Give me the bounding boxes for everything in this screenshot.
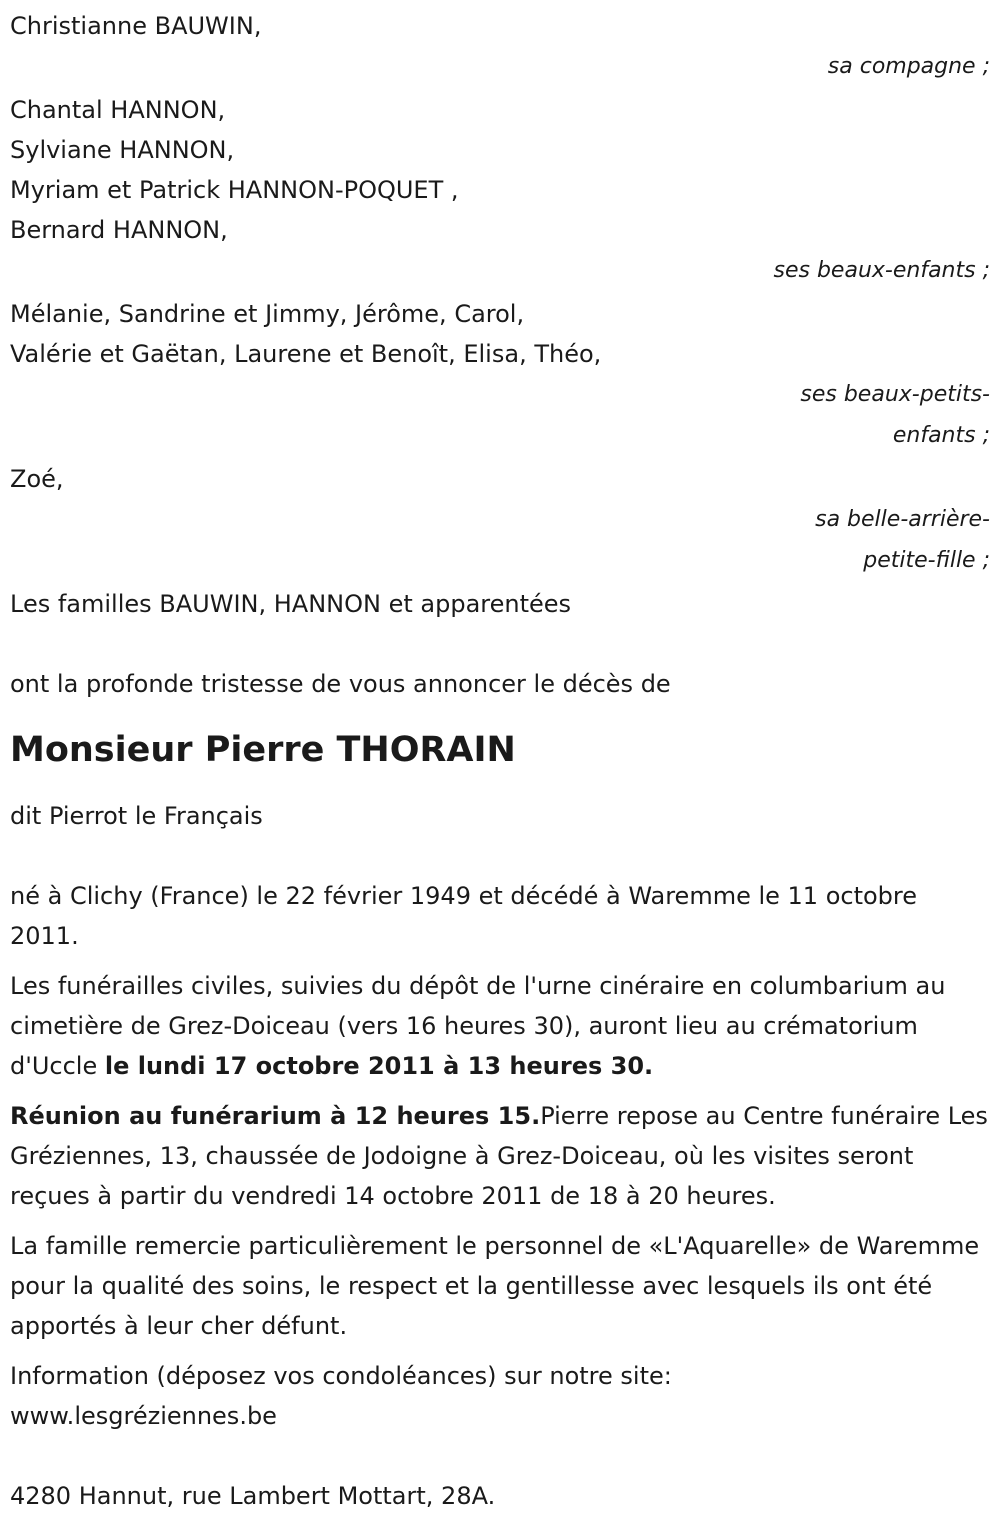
funeral-text: Les funérailles civiles, suivies du dépôt de l'urne cinéraire en columbarium au cimetière de Grez-Doiceau (vers 16 heures 30), auront lieu au crématorium d'Uccle <box>10 972 946 1080</box>
mourner-name: Sylviane HANNON, <box>10 136 235 164</box>
mourner-name: Bernard HANNON, <box>10 216 228 244</box>
mourner-name: Myriam et Patrick HANNON-POQUET , <box>10 176 459 204</box>
mourner-name: Chantal HANNON, <box>10 96 226 124</box>
reunion-paragraph <box>10 1096 990 1216</box>
information-label: Information (déposez vos condoléances) sur notre site: <box>10 1362 672 1390</box>
mourner-name: Christianne BAUWIN, <box>10 12 262 40</box>
deceased-name: Monsieur Pierre THORAIN <box>10 730 516 770</box>
mourner-role: enfants ; <box>892 423 990 448</box>
mourner-role: ses beaux-enfants ; <box>773 258 990 283</box>
announcement-line: ont la profonde tristesse de vous annoncer le décès de <box>10 670 671 698</box>
website-link[interactable]: www.lesgréziennes.be <box>10 1402 277 1430</box>
funeral-paragraph <box>10 966 990 1086</box>
birth-death-paragraph: né à Clichy (France) le 22 février 1949 et décédé à Waremme le 11 octobre 2011. <box>10 882 918 950</box>
mourner-name: Valérie et Gaëtan, Laurene et Benoît, Elisa, Théo, <box>10 340 602 368</box>
mourner-role: sa belle-arrière- <box>815 507 990 532</box>
mourner-group-great-grandchild <box>10 459 990 581</box>
mourner-group-companion <box>10 6 990 87</box>
mourner-name: Mélanie, Sandrine et Jimmy, Jérôme, Carol, <box>10 300 525 328</box>
mourner-role: ses beaux-petits- <box>800 382 990 407</box>
thanks-paragraph: La famille remercie particulièrement le personnel de «L'Aquarelle» de Waremme pour la qualité des soins, le respect et la gentillesse avec lesquels ils ont été apportés à leur cher défunt. <box>10 1232 980 1340</box>
address-line: 4280 Hannut, rue Lambert Mottart, 28A. <box>10 1482 496 1510</box>
mourner-group-stepchildren <box>10 90 990 291</box>
deceased-nickname: dit Pierrot le Français <box>10 802 263 830</box>
funeral-date: le lundi 17 octobre 2011 à 13 heures 30. <box>104 1052 654 1080</box>
families-line: Les familles BAUWIN, HANNON et apparentées <box>10 590 572 618</box>
reunion-time: Réunion au funérarium à 12 heures 15. <box>10 1102 541 1130</box>
mourner-role: petite-fille ; <box>863 548 990 573</box>
reunion-text: Pierre repose au Centre funéraire Les Gréziennes, 13, chaussée de Jodoigne à Grez-Doiceau, où les visites seront reçues à partir du vendredi 14 octobre 2011 de 18 à 20 heures. <box>10 1102 988 1210</box>
obituary-notice <box>10 6 990 1516</box>
mourner-name: Zoé, <box>10 465 64 493</box>
mourner-group-step-grandchildren <box>10 294 990 456</box>
mourner-role: sa compagne ; <box>827 54 990 79</box>
